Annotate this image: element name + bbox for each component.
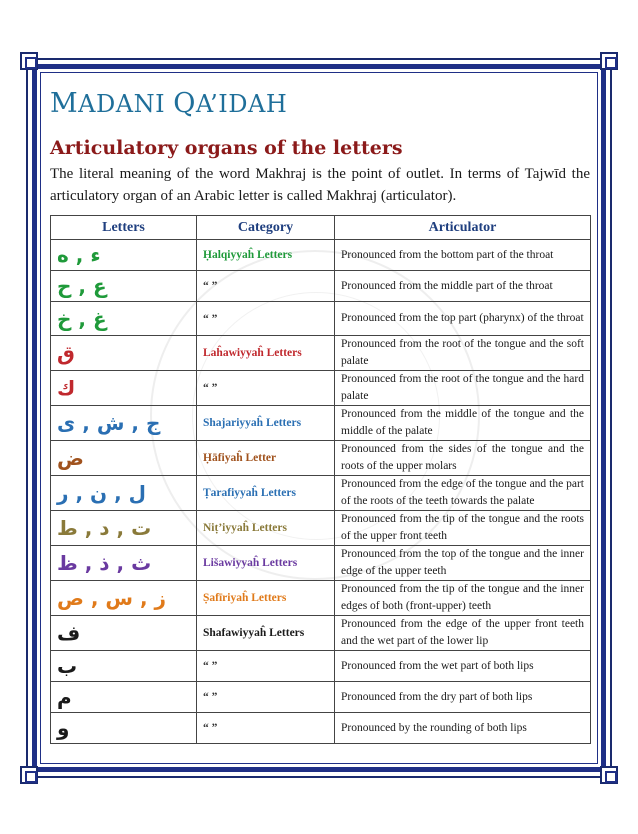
frame-corner-top-right — [600, 52, 618, 70]
articulator-description: Pronounced from the root of the tongue and the soft palate — [335, 336, 591, 371]
articulator-description: Pronounced from the top of the tongue and the inner edge of the upper teeth — [335, 546, 591, 581]
articulator-description: Pronounced from the middle part of the throat — [335, 271, 591, 302]
letter-category: Shafawiyyaĥ Letters — [197, 616, 335, 651]
articulator-description: Pronounced from the edge of the tongue and the part of the roots of the teeth towards the palate — [335, 476, 591, 511]
header-letters: Letters — [51, 216, 197, 240]
header-category: Category — [197, 216, 335, 240]
table-row — [51, 581, 591, 616]
title-initial-1: M — [50, 88, 79, 119]
table-row — [51, 682, 591, 713]
table-row — [51, 240, 591, 271]
arabic-letters: ل , ن , ر — [51, 476, 197, 511]
frame-corner-bottom-right — [600, 766, 618, 784]
letter-category: Niṭ’iyyaĥ Letters — [197, 511, 335, 546]
table-header-row — [51, 216, 591, 240]
table-row — [51, 441, 591, 476]
table-row — [51, 302, 591, 336]
arabic-letters: ج , ش , ى — [51, 406, 197, 441]
articulator-description: Pronounced by the rounding of both lips — [335, 713, 591, 744]
articulator-description: Pronounced from the edge of the upper front teeth and the wet part of the lower lip — [335, 616, 591, 651]
table-row — [51, 511, 591, 546]
articulator-description: Pronounced from the top part (pharynx) of the throat — [335, 302, 591, 336]
table-row — [51, 651, 591, 682]
letter-category: “ ” — [197, 271, 335, 302]
letter-category: “ ” — [197, 682, 335, 713]
book-title — [50, 88, 590, 119]
arabic-letters: ء , ه — [51, 240, 197, 271]
frame-corner-top-left — [20, 52, 38, 70]
letter-category: “ ” — [197, 371, 335, 406]
articulator-description: Pronounced from the wet part of both lips — [335, 651, 591, 682]
title-word-2: A’IDAH — [195, 90, 288, 118]
table-row — [51, 406, 591, 441]
arabic-letters: ق — [51, 336, 197, 371]
letter-category: Ṭarafiyyaĥ Letters — [197, 476, 335, 511]
frame-corner-bottom-left — [20, 766, 38, 784]
arabic-letters: ب — [51, 651, 197, 682]
letter-category: Ḥāfiyaĥ Letter — [197, 441, 335, 476]
arabic-letters: ف — [51, 616, 197, 651]
title-initial-2: Q — [173, 88, 196, 119]
letter-category: Shajariyyaĥ Letters — [197, 406, 335, 441]
arabic-letters: ض — [51, 441, 197, 476]
table-row — [51, 546, 591, 581]
letter-category: “ ” — [197, 713, 335, 744]
letter-category: Lišawiyyaĥ Letters — [197, 546, 335, 581]
table-row — [51, 271, 591, 302]
table-row — [51, 476, 591, 511]
header-articulator: Articulator — [335, 216, 591, 240]
letter-category: “ ” — [197, 302, 335, 336]
arabic-letters: م — [51, 682, 197, 713]
table-row — [51, 713, 591, 744]
letter-category: “ ” — [197, 651, 335, 682]
arabic-letters: ز , س , ص — [51, 581, 197, 616]
articulator-description: Pronounced from the tip of the tongue and the roots of the upper front teeth — [335, 511, 591, 546]
table-row — [51, 616, 591, 651]
articulator-description: Pronounced from the dry part of both lips — [335, 682, 591, 713]
arabic-letters: ع , ح — [51, 271, 197, 302]
letter-category: Ḥalqiyyaĥ Letters — [197, 240, 335, 271]
articulator-description: Pronounced from the middle of the tongue and the middle of the palate — [335, 406, 591, 441]
articulation-table — [50, 215, 591, 744]
letter-category: Laĥawiyyaĥ Letters — [197, 336, 335, 371]
arabic-letters: غ , خ — [51, 302, 197, 336]
letter-category: Ṣafīriyaĥ Letters — [197, 581, 335, 616]
articulator-description: Pronounced from the sides of the tongue and the roots of the upper molars — [335, 441, 591, 476]
page-content — [50, 80, 590, 744]
articulator-description: Pronounced from the tip of the tongue and the inner edges of both (front-upper) teeth — [335, 581, 591, 616]
arabic-letters: ك — [51, 371, 197, 406]
intro-paragraph: The literal meaning of the word Makhraj is the point of outlet. In terms of Tajwīd the articulatory organ of an Arabic letter is called Makhraj (articulator). — [50, 166, 590, 204]
table-row — [51, 371, 591, 406]
articulator-description: Pronounced from the bottom part of the throat — [335, 240, 591, 271]
arabic-letters: و — [51, 713, 197, 744]
section-title: Articulatory organs of the letters — [50, 137, 403, 159]
articulator-description: Pronounced from the root of the tongue and the hard palate — [335, 371, 591, 406]
table-body — [51, 240, 591, 744]
title-word-1: ADANI — [78, 90, 166, 118]
arabic-letters: ث , ذ , ظ — [51, 546, 197, 581]
table-row — [51, 336, 591, 371]
arabic-letters: ت , د , ط — [51, 511, 197, 546]
